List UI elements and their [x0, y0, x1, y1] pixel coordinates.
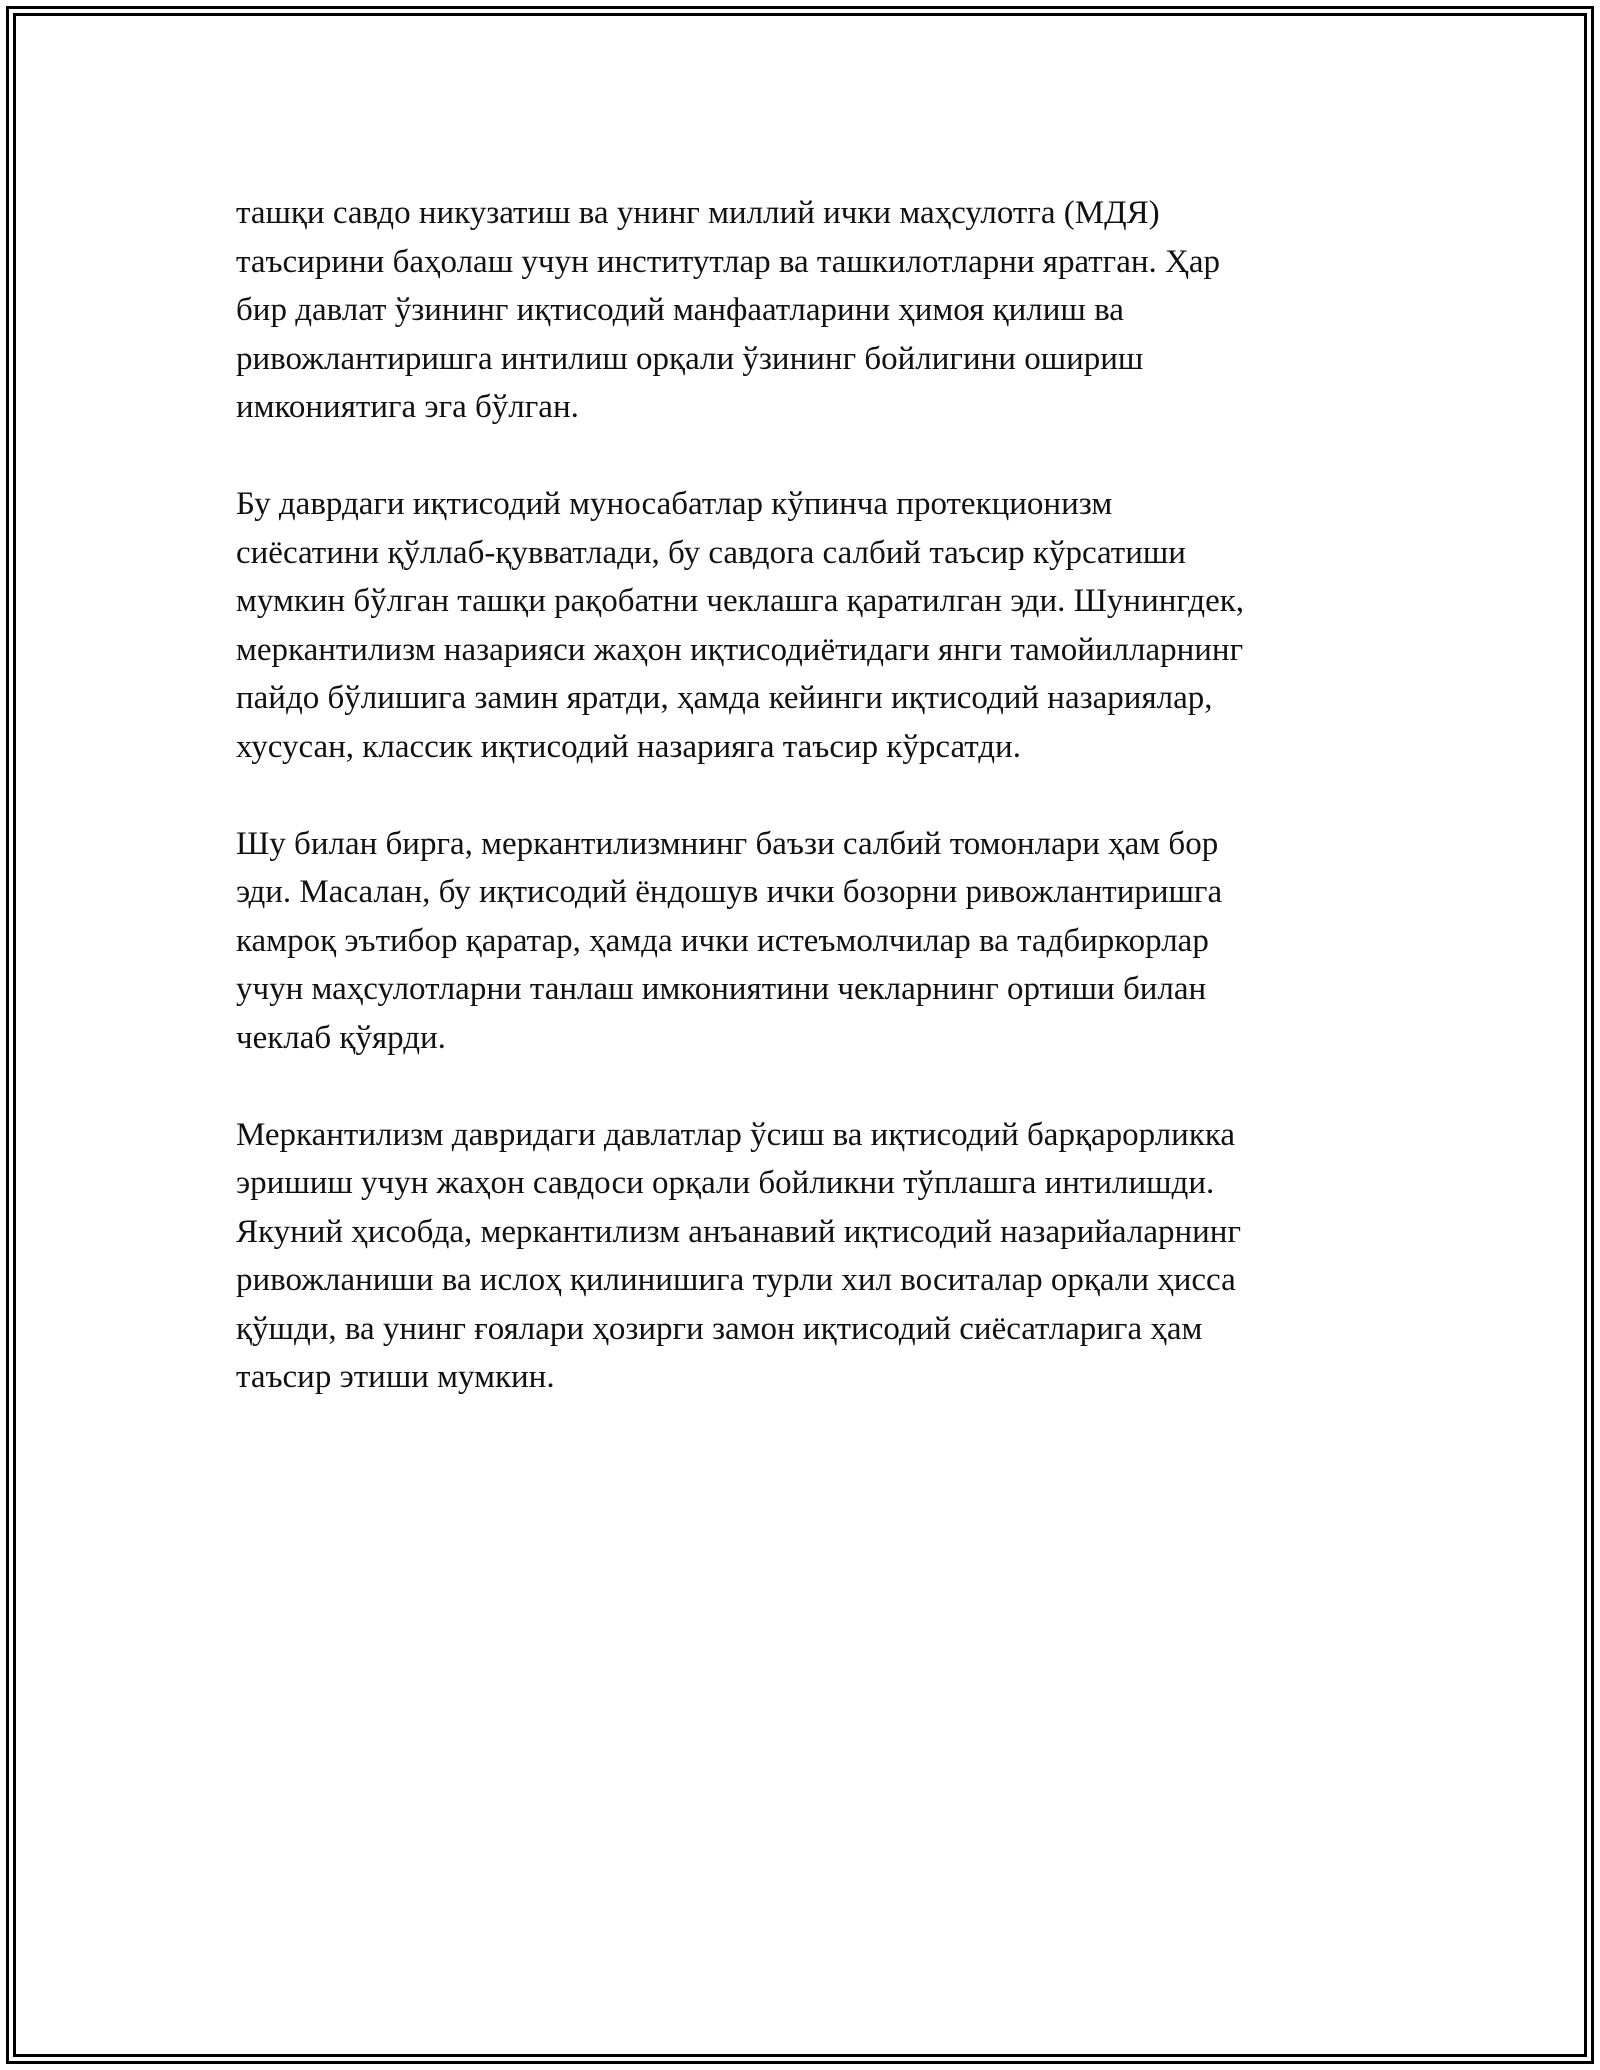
text-line: учун маҳсулотларни танлаш имкониятини чекларнинг ортиши билан [236, 971, 1207, 1007]
text-line: мумкин бўлган ташқи рақобатни чеклашга қаратилган эди. Шунингдек, [236, 583, 1244, 619]
text-line: Меркантилизм давридаги давлатлар ўсиш ва иқтисодий барқарорликка [236, 1116, 1236, 1153]
text-line: хусусан, классик иқтисодий назарияга таъсир кўрсатди. [236, 728, 1021, 765]
text-line: таъсир этиши мумкин. [236, 1359, 555, 1395]
paragraph-3 [236, 820, 1386, 1063]
text-line: эди. Масалан, бу иқтисодий ёндошув ички бозорни ривожлантиришга [236, 874, 1223, 910]
text-line: таъсирини баҳолаш учун институтлар ва ташкилотларни яратган. Ҳар [236, 243, 1221, 280]
text-line: пайдо бўлишига замин яратди, ҳамда кейинги иқтисодий назариялар, [236, 680, 1213, 716]
text-line: Шу билан бирга, меркантилизмнинг баъзи салбий томонлари ҳам бор [236, 825, 1219, 862]
paragraph-1 [236, 189, 1386, 432]
text-line: ривожланиши ва ислоҳ қилинишига турли хил воситалар орқали ҳисса [236, 1262, 1236, 1298]
text-line: чеклаб қўярди. [236, 1019, 446, 1056]
text-line: имкониятига эга бўлган. [236, 389, 579, 425]
text-line: меркантилизм назарияси жаҳон иқтисодиётидаги янги тамойилларнинг [236, 631, 1244, 668]
paragraph-2 [236, 480, 1386, 771]
text-line: ташқи савдо никузатиш ва унинг миллий ички маҳсулотга (МДЯ) [236, 195, 1160, 231]
text-line: қўшди, ва унинг ғоялари ҳозирги замон иқтисодий сиёсатларига ҳам [236, 1310, 1203, 1347]
text-line: эришиш учун жаҳон савдоси орқали бойликни тўплашга интилишди. [236, 1165, 1215, 1201]
document-body [236, 189, 1386, 1450]
text-line: сиёсатини қўллаб-қувватлади, бу савдога салбий таъсир кўрсатиши [236, 534, 1186, 571]
paragraph-4 [236, 1111, 1386, 1402]
text-line: Бу даврдаги иқтисодий муносабатлар кўпинча протекционизм [236, 486, 1113, 522]
text-line: камроқ эътибор қаратар, ҳамда ички истеъмолчилар ва тадбиркорлар [236, 922, 1209, 959]
text-line: Якуний ҳисобда, меркантилизм анъанавий иқтисодий назарийаларнинг [236, 1213, 1241, 1250]
text-line: бир давлат ўзининг иқтисодий манфаатларини ҳимоя қилиш ва [236, 292, 1124, 328]
text-line: ривожлантиришга интилиш орқали ўзининг бойлигини ошириш [236, 340, 1144, 377]
